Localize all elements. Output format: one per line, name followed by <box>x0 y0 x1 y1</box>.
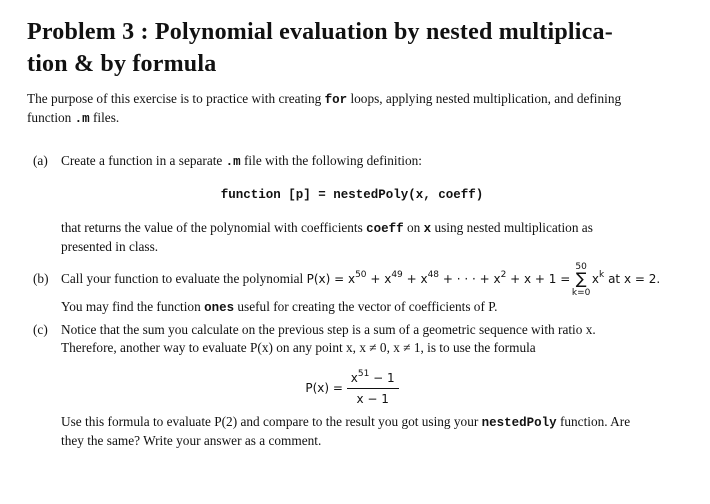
fraction-numerator <box>347 369 399 389</box>
sum-upper-limit: 50 <box>575 261 587 272</box>
fraction <box>347 369 399 408</box>
intro-text: files. <box>89 110 120 125</box>
item-a-text: file with the following definition: <box>240 153 422 168</box>
item-a-text: that returns the value of the polynomial with coefficients <box>61 220 367 235</box>
intro-text: The purpose of this exercise is to practice with creating <box>27 91 325 106</box>
math-text: + x + 1 = <box>506 272 575 286</box>
item-c-text: they the same? Write your answer as a comment. <box>61 433 322 448</box>
math-text: P(x) = x <box>306 272 356 286</box>
code-coeff: coeff <box>366 222 404 236</box>
item-a-text: on <box>403 220 424 235</box>
polynomial-expression <box>306 261 661 298</box>
item-b-text: useful for creating the vector of coefficients of P. <box>234 299 498 314</box>
item-a-text: presented in class. <box>61 239 159 254</box>
sigma-symbol: ∑ <box>575 268 587 288</box>
item-b-text: You may find the function <box>61 299 205 314</box>
math-text: x <box>350 371 358 385</box>
item-label: (a) <box>33 153 48 168</box>
item-label: (c) <box>33 322 48 337</box>
fraction-denominator: x − 1 <box>356 392 389 406</box>
item-b <box>27 261 677 315</box>
item-a <box>27 152 677 252</box>
item-a-text: Create a function in a separate <box>61 153 226 168</box>
exponent: 51 <box>357 369 370 379</box>
intro-paragraph <box>27 90 677 128</box>
title-line-2: tion & by formula <box>27 51 217 77</box>
intro-text: function <box>27 110 75 125</box>
problem-title <box>27 16 687 80</box>
title-line-1: Problem 3 : Polynomial evaluation by nested multiplica- <box>27 19 613 45</box>
intro-text: loops, applying nested multiplication, and defining <box>347 91 622 106</box>
item-c <box>27 321 677 451</box>
item-b-text: Call your function to evaluate the polynomial <box>61 271 307 286</box>
code-x: x <box>423 222 432 236</box>
summation <box>571 261 591 298</box>
formula-lhs: P(x) = <box>305 381 347 395</box>
function-definition-code: function [p] = nestedPoly(x, coeff) <box>220 188 484 202</box>
exponent: 49 <box>391 270 403 280</box>
sum-lower-limit: k=0 <box>571 287 591 298</box>
code-m-ext: .m <box>74 112 90 126</box>
math-text: + · · · + x <box>439 272 501 286</box>
geometric-formula <box>27 369 677 408</box>
item-c-text: Use this formula to evaluate P(2) and compare to the result you got using your <box>61 414 482 429</box>
exponent: k <box>599 270 605 280</box>
exponent: 48 <box>427 270 440 280</box>
item-c-text: function. Are <box>556 414 631 429</box>
item-c-text: Therefore, another way to evaluate P(x) on any point x, x ≠ 0, x ≠ 1, is to use the formula <box>61 340 536 355</box>
item-label: (b) <box>33 271 49 286</box>
item-c-text: Notice that the sum you calculate on the previous step is a sum of a geometric sequence with ratio x. <box>61 322 596 337</box>
math-text: + x <box>366 272 392 286</box>
exponent: 50 <box>355 270 367 280</box>
math-text: + x <box>402 272 428 286</box>
code-m-ext: .m <box>225 155 241 169</box>
code-nestedpoly: nestedPoly <box>481 416 557 430</box>
item-a-text: using nested multiplication as <box>431 220 593 235</box>
code-for: for <box>324 93 348 107</box>
exponent: 2 <box>500 270 507 280</box>
code-ones: ones <box>204 301 235 315</box>
math-text: − 1 <box>369 371 395 385</box>
math-text: x <box>588 272 600 286</box>
math-text: at x = 2. <box>604 272 661 286</box>
